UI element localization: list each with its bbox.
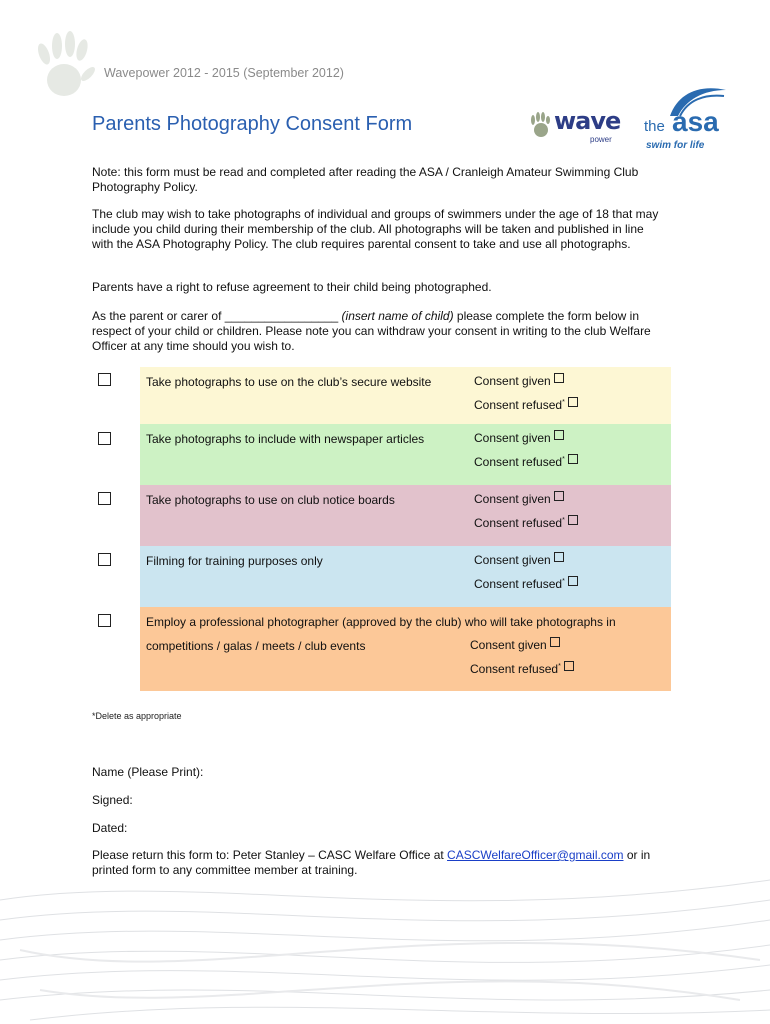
consent-given-checkbox[interactable]: [554, 491, 564, 501]
parent-paragraph: As the parent or carer of _________________ (insert name of child) please complete the form below in respect of your child or children. Please note you can withdraw your consent in writing to the club Welfare Officer at any time should you wish to.: [92, 309, 651, 353]
consent-given-checkbox[interactable]: [554, 373, 564, 383]
consent-refused-checkbox[interactable]: [568, 576, 578, 586]
wave-logo-sub: power: [590, 135, 612, 144]
consent-row-newspaper: [140, 424, 671, 485]
wave-hand-icon: [528, 111, 554, 139]
consent-row-professional-photographer: [140, 607, 671, 691]
consent-refused-checkbox[interactable]: [568, 515, 578, 525]
consent-refused-option[interactable]: Consent refused*: [470, 661, 574, 676]
row-5-select-checkbox[interactable]: [98, 614, 111, 627]
consent-given-checkbox[interactable]: [554, 552, 564, 562]
consent-given-checkbox[interactable]: [554, 430, 564, 440]
consent-refused-option[interactable]: Consent refused*: [474, 515, 578, 530]
asa-logo-the: the: [644, 118, 665, 135]
page-title: Parents Photography Consent Form: [92, 113, 413, 135]
asa-logo-asa: asa: [672, 106, 719, 137]
row-label: Filming for training purposes only: [146, 554, 323, 568]
row-label: Employ a professional photographer (approved by the club) who will take photographs in: [146, 615, 616, 629]
consent-given-checkbox[interactable]: [550, 637, 560, 647]
signed-field-label: Signed:: [92, 793, 133, 807]
consent-given-option[interactable]: Consent given: [470, 637, 560, 652]
intro-paragraph: The club may wish to take photographs of individual and groups of swimmers under the age of 18 that may include you child during their membership of the club. All photographs will be taken and published in line with the ASA Photography Policy. The club requires parental consent to take and use all photographs.: [92, 207, 659, 251]
consent-refused-checkbox[interactable]: [568, 454, 578, 464]
wave-logo-word: wave: [554, 107, 621, 135]
row-4-select-checkbox[interactable]: [98, 553, 111, 566]
wave-power-logo: [528, 105, 628, 145]
consent-row-website: [140, 367, 671, 424]
welfare-email-link[interactable]: CASCWelfareOfficer@gmail.com: [447, 848, 624, 862]
footnote: *Delete as appropriate: [92, 711, 182, 721]
row-2-select-checkbox[interactable]: [98, 432, 111, 445]
asa-logo: [640, 84, 740, 154]
name-field-label: Name (Please Print):: [92, 765, 204, 779]
consent-row-filming: [140, 546, 671, 607]
header-text: Wavepower 2012 - 2015 (September 2012): [104, 66, 344, 80]
note-paragraph: Note: this form must be read and completed after reading the ASA / Cranleigh Amateur Swimming Club Photography Policy.: [92, 165, 639, 194]
row-label: Take photographs to use on the club’s secure website: [146, 375, 432, 389]
consent-row-notice-boards: [140, 485, 671, 546]
consent-given-option[interactable]: Consent given: [474, 430, 564, 445]
dated-field-label: Dated:: [92, 821, 128, 835]
consent-refused-checkbox[interactable]: [568, 397, 578, 407]
consent-given-option[interactable]: Consent given: [474, 552, 564, 567]
rights-paragraph: Parents have a right to refuse agreement to their child being photographed.: [92, 280, 492, 294]
row-label-continued: competitions / galas / meets / club events: [146, 639, 366, 653]
row-label: Take photographs to include with newspaper articles: [146, 432, 425, 446]
handprint-icon: [30, 30, 100, 105]
consent-refused-option[interactable]: Consent refused*: [474, 454, 578, 469]
asa-logo-tagline: swim for life: [646, 140, 705, 151]
consent-refused-option[interactable]: Consent refused*: [474, 397, 578, 412]
consent-given-option[interactable]: Consent given: [474, 491, 564, 506]
row-3-select-checkbox[interactable]: [98, 492, 111, 505]
return-paragraph: Please return this form to: Peter Stanley – CASC Welfare Office at CASCWelfareOfficer@gmail.com or in printed form to any committee member at training.: [92, 848, 651, 877]
consent-given-option[interactable]: Consent given: [474, 373, 564, 388]
row-1-select-checkbox[interactable]: [98, 373, 111, 386]
consent-refused-checkbox[interactable]: [564, 661, 574, 671]
row-label: Take photographs to use on club notice boards: [146, 493, 395, 507]
consent-refused-option[interactable]: Consent refused*: [474, 576, 578, 591]
